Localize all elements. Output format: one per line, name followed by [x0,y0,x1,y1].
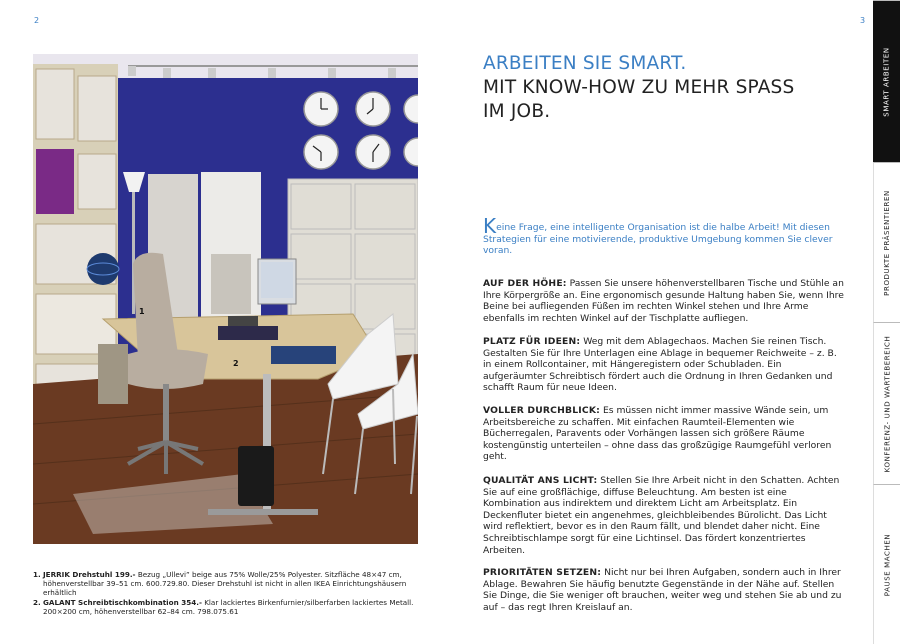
tab-label: PAUSE MACHEN [883,533,891,596]
tab-label: SMART ARBEITEN [882,46,891,117]
section-text: Es müssen nicht immer massive Wände sein, um Arbeitsbereiche zu schaffen. Mit einfachen Raumteil-Elementen wie Bücherregalen, Paravents oder Vorhängen lassen sich größere Räume kostengünstig unterteilen – ohne dass das großzügige Raumgefühl verloren geht. [483,405,832,463]
section-voller-durchblick [483,405,845,463]
heading-line-3: IM JOB. [483,101,551,122]
caption-body [43,570,418,597]
caption-text: Klar lackiertes Birkenfurnier/silberfarben lackiertes Metall. 200×200 cm, höhenverstellbar 62–84 cm. 798.075.61 [43,598,414,616]
section-text: Passen Sie unsere höhenverstellbaren Tische und Stühle an Ihre Körpergröße an. Eine ergonomisch gesunde Haltung haben Sie, wenn Ihre Beine bei aufliegenden Füßen im rechten Winkel stehen und Ihre Arme ebenfalls im rechten Winkel auf der Tischplatte aufliegen. [483,278,844,324]
caption-text: Bezug „Ullevi” beige aus 75% Wolle/25% Polyester. Sitzfläche 48×47 cm, höhenverstellbar 39–51 cm. 600.729.80. Dieser Drehstuhl ist nicht in allen IKEA Einrichtungshäusern erhältlich [43,570,407,597]
section-lead: VOLLER DURCHBLICK: [483,405,601,416]
office-photo [33,54,418,544]
caption-number: 2. [33,598,41,607]
page-number-left: 2 [34,16,40,25]
tab-konferenz-und-wartebereich[interactable] [873,322,900,484]
chapter-tab-nav [873,0,900,644]
intro-paragraph [483,214,843,257]
caption-title: JERRIK Drehstuhl 199.- [43,570,136,579]
page-number-right: 3 [860,16,866,25]
heading-line-2: MIT KNOW-HOW ZU MEHR SPASS [483,77,795,98]
caption-number: 1. [33,570,41,579]
section-lead: QUALITÄT ANS LICHT: [483,475,598,486]
tab-smart-arbeiten[interactable] [873,0,900,162]
tab-label: PRODUKTE PRÄSENTIEREN [883,189,892,296]
caption-title: GALANT Schreibtischkombination 354.- [43,598,202,607]
photo-marker-1: 1 [139,307,145,316]
section-platz-fuer-ideen [483,336,845,394]
section-lead: AUF DER HÖHE: [483,278,567,289]
tab-produkte-praesentieren[interactable] [873,162,900,322]
intro-initial: K [483,214,497,238]
section-lead: PLATZ FÜR IDEEN: [483,336,581,347]
caption-item [33,570,418,597]
section-text: Weg mit dem Ablagechaos. Machen Sie reinen Tisch. Gestalten Sie für Ihre Unterlagen eine Ablage in bequemer Reichweite – z. B. in einem Rollcontainer, mit Hängeregistern oder Schubladen. Ein aufgeräumter Schreibtisch fördert auch die Ordnung in Ihren Gedanken und schafft Raum für neue Ideen. [483,336,837,394]
section-text: Nicht nur bei Ihren Aufgaben, sondern auch in Ihrer Ablage. Bewahren Sie häufig benutzte Gegenstände in der Nähe auf. Stellen Sie Dinge, die Sie weniger oft brauchen, weiter weg und stehen Sie ab und zu auf – das regt Ihren Kreislauf an. [483,567,842,613]
section-prioritaeten-setzen [483,567,845,613]
intro-text: eine Frage, eine intelligente Organisation ist die halbe Arbeit! Mit diesen Strategien für eine motivierende, produktive Umgebung kommen Sie clever voran. [483,222,833,257]
section-text: Stellen Sie Ihre Arbeit nicht in den Schatten. Achten Sie auf eine großflächige, diffuse Beleuchtung. Am besten ist eine Kombination aus indirektem und direktem Licht am Arbeitsplatz. Ein Deckenfluter bietet ein angenehmes, gleichbleibendes Bürolicht. Das Licht wird reflektiert, bevor es in den Raum fällt, und blendet daher nicht. Eine Schreibtischlampe sorgt für eine Lichtinsel. Das fördert konzentriertes Arbeiten. [483,475,840,556]
tab-label: KONFERENZ- UND WARTEBEREICH [883,335,892,472]
section-qualitaet-ans-licht [483,475,845,556]
tab-pause-machen[interactable] [873,484,900,644]
caption-item [33,598,418,616]
caption-body [43,598,418,616]
photo-marker-2: 2 [233,359,239,368]
product-captions [33,570,418,617]
page-heading [483,52,853,124]
heading-line-1: ARBEITEN SIE SMART. [483,53,687,74]
section-auf-der-hoehe [483,278,845,324]
section-lead: PRIORITÄTEN SETZEN: [483,567,602,578]
